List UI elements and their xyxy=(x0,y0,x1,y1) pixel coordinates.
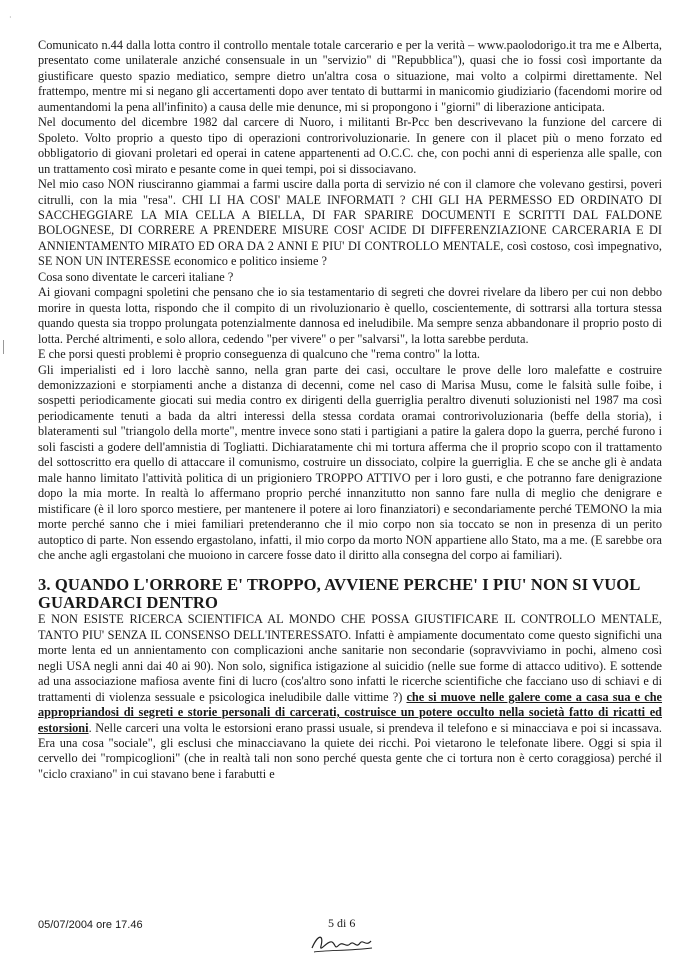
scan-mark: · xyxy=(9,13,12,22)
handwritten-signature xyxy=(308,928,378,956)
paragraph-8-start: E NON ESISTE RICERCA SCIENTIFICA AL MONDO CHE POSSA GIUSTIFICARE IL CONTROLLO MENTALE, TANTO PIU' SENZA IL CONSENSO DELL'INTERESSATO. Infatti è ampiamente documentato come questo significhi una morte lenta ed un annientamento con complicazioni anche sanitarie non secondarie (sopravviviamo in pochi, almeno così negli USA negli anni dai 40 ai 90). Non solo, significa istigazione al suicidio (nelle sue forme di attacco uditivo). E sottende ad una associazione mafiosa avente fini di lucro (cos'altro sono infatti le ricerche scientifiche che facciano uso di schiavi e di trattamenti di violenza sessuale e psicologica ineludibile dalle vittime ?) xyxy=(38,612,662,704)
paragraph-1: Comunicato n.44 dalla lotta contro il controllo mentale totale carcerario e per la verità – www.paolodorigo.it tra me e Alberta, presentato come unilaterale anziché consensuale in un "servizio" di "Repubblica"), quasi che io fossi così importante da giustificare questo spazio mediatico, sempre dietro un'altra cosa o situazione, mai volto a colpirmi direttamente. Nel frattempo, mentre mi si negano gli accertamenti dopo aver tentato di buttarmi in manicomio giudiziario (facendomi morire od aumentandomi la pena all'infinito) a causa delle mie denunce, mi si propongono i "giorni" di liberazione anticipata. xyxy=(38,38,662,114)
paragraph-8-end: . Nelle carceri una volta le estorsioni erano prassi usuale, si prendeva il telefono e si minacciava e poi si incassava. Era una cosa "sociale", gli esclusi che minacciavano la quiete dei ricchi. Poi vietarono le telefonate libere. Oggi si spia il cervello dei "rompicoglioni" (che in realtà tali non sono perché questa gente che ci tortura non è certo coraggiosa) perché il "ciclo craxiano" in cui stavano bene i farabutti e xyxy=(38,720,662,781)
paragraph-6: E che porsi questi problemi è proprio conseguenza di qualcuno che "rema contro" la lotta. xyxy=(38,347,480,362)
document-body xyxy=(38,38,662,782)
paragraph-3: Nel mio caso NON riusciranno giammai a farmi uscire dalla porta di servizio né con il clamore che volevano gestirsi, poveri citrulli, con la mia "resa". CHI LI HA COSI' MALE INFORMATI ? CHI GLI HA PERMESSO ED ORDINATO DI SACCHEGGIARE LA MIA CELLA A BIELLA, DI FAR SPARIRE DOCUMENTI E SCRITTI DAL FALDONE BOLOGNESE, DI CORRERE A PRENDERE MISURE COSI' ACIDE DI DIFFERENZIAZIONE CARCERARIA E DI ANNIENTAMENTO MIRATO ED ORA DA 2 ANNI E PIU' DI CONTROLLO MENTALE, così costoso, così impegnativo, SE NON UN INTERESSE economico e politico insieme ? xyxy=(38,177,662,269)
paragraph-5: Ai giovani compagni spoletini che pensano che io sia testamentario di segreti che dovrei rivelare da libero per cui non debbo morire in questa lotta, rispondo che il compito di un rivoluzionario è quello, coscientemente, di sottrarsi alla tortura stessa quando questa sia troppo prolungata potenzialmente dannosa ed ineludibile. Ma sempre senza abbandonare il proprio posto di lotta. Perché altrimenti, e solo allora, cedendo "per vivere" o per "salvarsi", la lotta sarebbe perduta. xyxy=(38,285,662,346)
paragraph-8 xyxy=(38,612,662,782)
section-heading: 3. QUANDO L'ORRORE E' TROPPO, AVVIENE PERCHE' I PIU' NON SI VUOL GUARDARCI DENTRO xyxy=(38,575,640,612)
footer-date: 05/07/2004 ore 17.46 xyxy=(38,919,143,931)
paragraph-4: Cosa sono diventate le carceri italiane ? xyxy=(38,269,234,284)
paragraph-8-emphasis: che si muove nelle galere come a casa sua e che appropriandosi di segreti e storie personali di carcerati, costruisce un potere occulto nella società fatto di ricatti ed estorsioni xyxy=(38,689,662,735)
page-footer xyxy=(38,912,662,957)
margin-mark xyxy=(3,340,4,354)
paragraph-2: Nel documento del dicembre 1982 dal carcere di Nuoro, i militanti Br-Pcc ben descrivevano la funzione del carcere di Spoleto. Volto proprio a questo tipo di operazioni controrivoluzionarie. In genere con il placet più o meno forzato ed obbligatorio di giovani proletari ed operai in catene appartenenti ad O.C.C. che, con pochi anni di esperienza alle spalle, con un trattamento così mirato e pesante come in quei tempi, poi si dissociavano. xyxy=(38,115,662,176)
paragraph-7: Gli imperialisti ed i loro lacchè sanno, nella gran parte dei casi, occultare le prove delle loro malefatte e costruire demonizzazioni e storpiamenti anche a distanza di decenni, come nel caso di Marisa Musu, come le falsità sulle foibe, i sospetti periodicamente giocati sui media contro ex dirigenti della guerriglia peraltro divenuti soluzionisti nel 1987 ma così periodicamente tenuti a bada da altri interessi della stessa cordata oramai controrivoluzionaria (beffe della storia), i blateramenti sul "triangolo della morte", mentre invece sono stati i partigiani a patire la galera dopo la guerra, perché furono i soli fascisti a godere dell'amnistia di Togliatti. Dichiaratamente chi mi tortura afferma che il proprio scopo con il trattamento del sottoscritto era quello di attaccare il comunismo, costruire un dissociato, colpire la guerriglia. E che se anche gli è andata male hanno limitato l'attività politica di un prigioniero TROPPO ATTIVO per i loro gusti, e che potranno fare denigrazione dopo la mia morte. In realtà lo affermano proprio perché innanzitutto non sanno fare nulla di meglio che denigrare e mistificare (è il loro sporco mestiere, per mantenere il potere ai loro finanziatori) e secondariamente perché TEMONO la mia morte perché sanno che i miei familiari pretenderanno che il mio corpo non sia toccato se non in presenza di un perito autoptico di parte. Non essendo ergastolano, infatti, il mio corpo da morto NON appartiene allo Stato, ma a me. (E sarebbe ora che anche agli ergastolani che muoiono in carcere fosse dato il diritto alla consegna del corpo ai familiari). xyxy=(38,362,662,562)
page-number: 5 di 6 xyxy=(328,916,356,930)
